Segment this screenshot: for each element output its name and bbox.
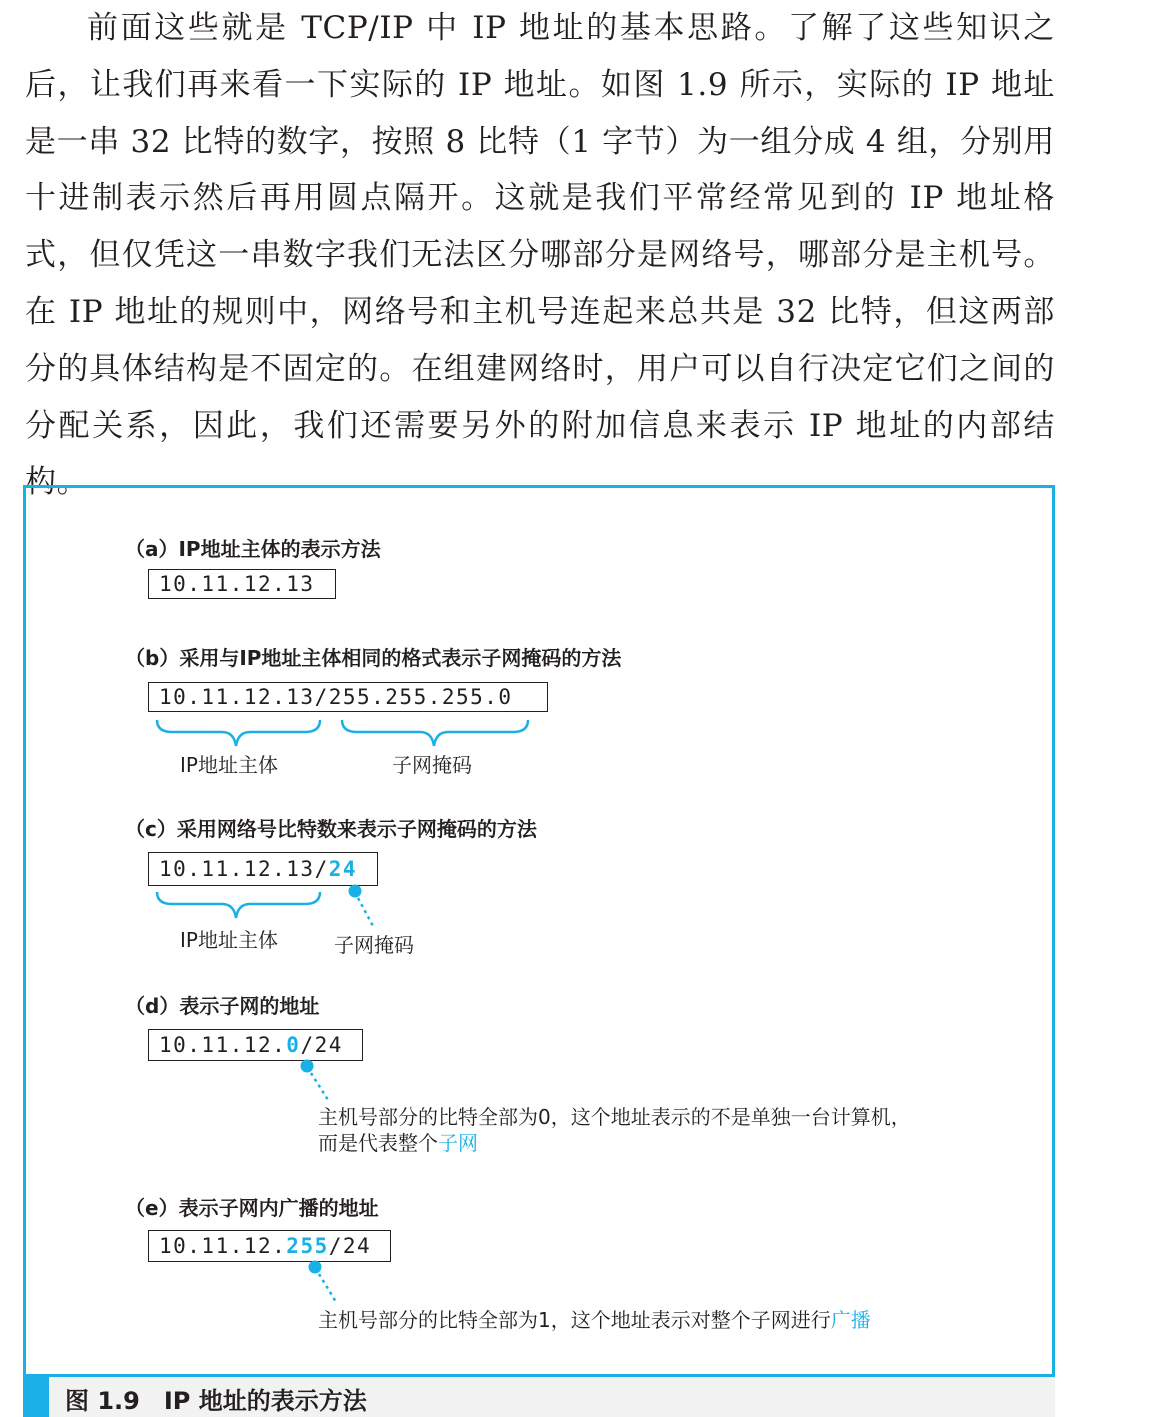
section-e-address-highlight: 255 (286, 1234, 329, 1258)
section-e-note-highlight: 广播 (830, 1308, 871, 1332)
body-paragraph: 前面这些就是 TCP/IP 中 IP 地址的基本思路。了解了这些知识之后，让我们再来看一下实际的 IP 地址。如图 1.9 所示，实际的 IP 地址是一串 32 比特的数字，按照 8 比特（1 字节）为一组分成 4 组，分别用十进制表示然后再用圆点隔开。这就是我们平常经常见到的 IP 地址格式，但仅凭这一串数字我们无法区分哪部分是网络号，哪部分是主机号。在 IP 地址的规则中，网络号和主机号连起来总共是 32 比特，但这两部分的具体结构是不固定的。在组建网络时，用户可以自行决定它们之间的分配关系，因此，我们还需要另外的附加信息来表示 IP 地址的内部结构。 (25, 10, 1055, 501)
section-b-address: 10.11.12.13/255.255.255.0 (159, 685, 513, 709)
section-b-mask-label: 子网掩码 (392, 753, 472, 777)
section-d-address-prefix: 10.11.12. (159, 1033, 287, 1057)
section-d-note-line2-highlight: 子网 (438, 1131, 478, 1155)
section-d-note-line1: 主机号部分的比特全部为0，这个地址表示的不是单独一台计算机， (318, 1105, 911, 1129)
section-d-title: （d）表示子网的地址 (125, 994, 320, 1018)
section-c-address-highlight: 24 (328, 857, 358, 881)
section-c-leader-line (358, 898, 373, 926)
section-d-address-suffix: /24 (300, 1033, 343, 1057)
section-c-host-label: IP地址主体 (180, 928, 278, 952)
section-b-mask-brace (342, 720, 528, 746)
section-e-address-suffix: /24 (328, 1234, 372, 1258)
section-d-highlight-dot (301, 1060, 314, 1073)
section-b-host-label: IP地址主体 (180, 753, 278, 777)
section-d-leader-line (311, 1073, 328, 1100)
section-d-address-highlight: 0 (286, 1033, 301, 1057)
section-e-address-prefix: 10.11.12. (159, 1234, 287, 1258)
section-e-leader-line (319, 1274, 336, 1302)
section-b-title: （b）采用与IP地址主体相同的格式表示子网掩码的方法 (125, 646, 622, 670)
section-b-host-brace (157, 720, 320, 746)
section-a-title: （a）IP地址主体的表示方法 (125, 537, 381, 561)
section-c-mask-label: 子网掩码 (334, 933, 414, 957)
section-c-host-brace (157, 892, 320, 918)
figure-caption: 图 1.9 IP 地址的表示方法 (65, 1387, 367, 1415)
figure-caption-accent (23, 1377, 49, 1417)
section-e-note-prefix: 主机号部分的比特全部为1，这个地址表示对整个子网进行 (318, 1308, 831, 1332)
section-a-address: 10.11.12.13 (159, 572, 315, 596)
section-d-note-line2-prefix: 而是代表整个 (318, 1131, 438, 1155)
section-e-title: （e）表示子网内广播的地址 (125, 1196, 379, 1220)
section-c-address-prefix: 10.11.12.13/ (159, 857, 329, 881)
section-e-highlight-dot (309, 1261, 322, 1274)
section-c-title: （c）采用网络号比特数来表示子网掩码的方法 (125, 817, 537, 841)
section-c-mask-dot (349, 885, 362, 898)
